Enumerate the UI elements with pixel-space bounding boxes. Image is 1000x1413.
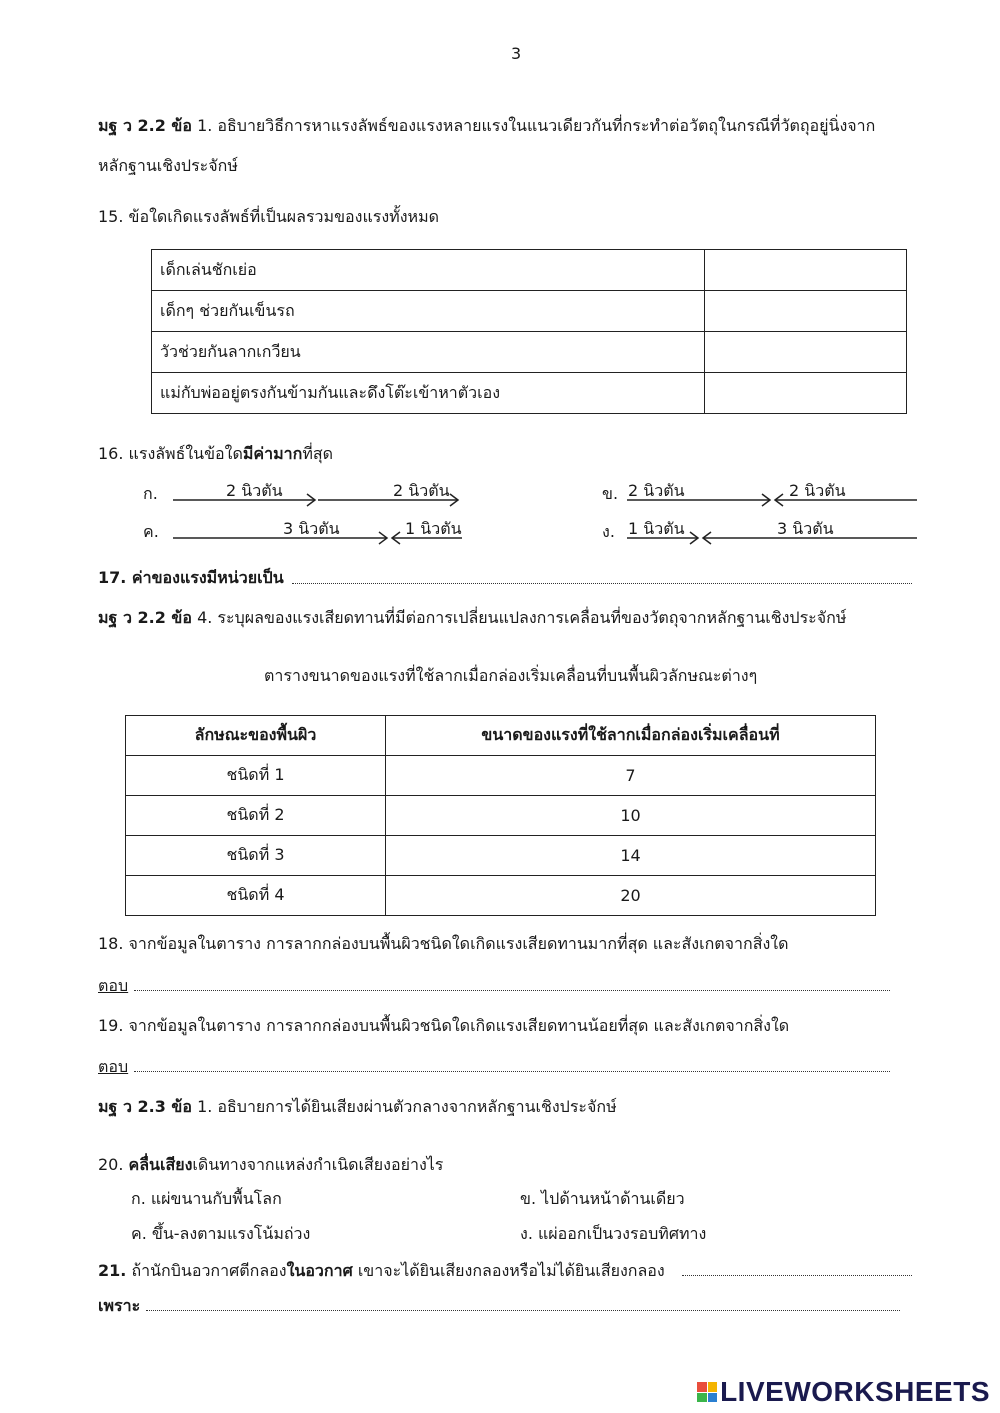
question-21 — [98, 1259, 665, 1284]
table-row — [126, 876, 876, 916]
answer-cell[interactable] — [705, 373, 907, 414]
force-cell: 10 — [386, 796, 876, 836]
q21-answer-line[interactable] — [682, 1275, 912, 1276]
table-row — [152, 250, 907, 291]
q16-bold: มีค่ามาก — [242, 444, 303, 463]
table-row — [152, 291, 907, 332]
q20-option-a[interactable]: ก. แผ่ขนานกับพื้นโลก — [131, 1189, 282, 1208]
logo-grid-icon — [697, 1382, 717, 1402]
surface-cell: ชนิดที่ 1 — [126, 756, 386, 796]
q21-because-line[interactable] — [146, 1310, 900, 1311]
q20-option-b[interactable]: ข. ไปด้านหน้าด้านเดียว — [520, 1189, 685, 1208]
standard-text-continued: หลักฐานเชิงประจักษ์ — [98, 156, 238, 175]
option-a-arrows — [170, 490, 470, 510]
option-c-force-1: 3 นิวตัน — [283, 519, 340, 538]
logo-text: LIVEWORKSHEETS — [720, 1376, 990, 1407]
table-row — [152, 332, 907, 373]
question-15: 15. ข้อใดเกิดแรงลัพธ์ที่เป็นผลรวมของแรงทั้งหมด — [98, 207, 439, 226]
surface-cell: ชนิดที่ 3 — [126, 836, 386, 876]
q21-text-1: ถ้านักบินอวกาศตีกลอง — [131, 1261, 287, 1280]
answer-cell[interactable] — [705, 250, 907, 291]
table-row — [126, 756, 876, 796]
q19-answer-label: ตอบ — [98, 1057, 129, 1076]
liveworksheets-logo — [697, 1376, 990, 1408]
surface-cell: ชนิดที่ 2 — [126, 796, 386, 836]
answer-cell[interactable] — [705, 291, 907, 332]
option-text: เด็กๆ ช่วยกันเข็นรถ — [152, 291, 705, 332]
standard-label: มฐ ว 2.2 ข้อ — [98, 608, 192, 627]
q19-answer-line[interactable] — [134, 1071, 890, 1072]
q15-options-table — [151, 249, 907, 414]
question-19: 19. จากข้อมูลในตาราง การลากกล่องบนพื้นผิวชนิดใดเกิดแรงเสียดทานน้อยที่สุด และสังเกตจากสิ่งใด — [98, 1016, 790, 1035]
option-d-label: ง. — [602, 522, 615, 541]
q16-suffix: ที่สุด — [302, 444, 334, 463]
option-c-label: ค. — [143, 522, 159, 541]
surface-cell: ชนิดที่ 4 — [126, 876, 386, 916]
question-20 — [98, 1153, 443, 1178]
page-number: 3 — [511, 44, 522, 63]
option-a-label: ก. — [143, 484, 158, 503]
q18-answer-label: ตอบ — [98, 976, 129, 995]
q20-option-d[interactable]: ง. แผ่ออกเป็นวงรอบทิศทาง — [520, 1224, 707, 1243]
table-header-row — [126, 716, 876, 756]
standard-text: 1. อธิบายวิธีการหาแรงลัพธ์ของแรงหลายแรงในแนวเดียวกันที่กระทำต่อวัตถุในกรณีที่วัตถุอยู่นิ่งจาก — [197, 116, 876, 135]
standard-heading-3 — [98, 1095, 617, 1120]
option-text: เด็กเล่นชักเย่อ — [152, 250, 705, 291]
option-b-force-1: 2 นิวตัน — [628, 481, 685, 500]
table-row — [126, 796, 876, 836]
table-row — [152, 373, 907, 414]
standard-label: มฐ ว 2.3 ข้อ — [98, 1097, 192, 1116]
option-d-force-2: 3 นิวตัน — [777, 519, 834, 538]
option-d-arrows — [625, 528, 925, 548]
q20-option-c[interactable]: ค. ขึ้น-ลงตามแรงโน้มถ่วง — [131, 1224, 311, 1243]
q20-bold: คลื่นเสียง — [128, 1155, 193, 1174]
option-text: วัวช่วยกันลากเกวียน — [152, 332, 705, 373]
q17-answer-line[interactable] — [292, 583, 912, 584]
option-a-force-2: 2 นิวตัน — [393, 481, 450, 500]
q21-bold: ในอวกาศ — [286, 1261, 353, 1280]
question-17: 17. ค่าของแรงมีหน่วยเป็น — [98, 568, 284, 587]
q20-num: 20. — [98, 1155, 124, 1174]
question-16 — [98, 442, 333, 467]
q21-text-2: เขาจะได้ยินเสียงกลองหรือไม่ได้ยินเสียงกลอง — [357, 1261, 665, 1280]
table-row — [126, 836, 876, 876]
q18-answer-line[interactable] — [134, 990, 890, 991]
answer-cell[interactable] — [705, 332, 907, 373]
q16-prefix: 16. แรงลัพธ์ในข้อใด — [98, 444, 243, 463]
force-cell: 20 — [386, 876, 876, 916]
option-b-force-2: 2 นิวตัน — [789, 481, 846, 500]
option-a-force-1: 2 นิวตัน — [226, 481, 283, 500]
option-c-force-2: 1 นิวตัน — [405, 519, 462, 538]
option-b-label: ข. — [602, 484, 619, 503]
friction-table — [125, 715, 876, 916]
standard-text: 1. อธิบายการได้ยินเสียงผ่านตัวกลางจากหลักฐานเชิงประจักษ์ — [197, 1097, 617, 1116]
q20-text: เดินทางจากแหล่งกำเนิดเสียงอย่างไร — [192, 1155, 444, 1174]
table-caption: ตารางขนาดของแรงที่ใช้ลากเมื่อกล่องเริ่มเคลื่อนที่บนพื้นผิวลักษณะต่างๆ — [264, 666, 758, 685]
q21-num: 21. — [98, 1261, 127, 1280]
standard-heading-1 — [98, 114, 875, 139]
standard-label: มฐ ว 2.2 ข้อ — [98, 116, 192, 135]
option-d-force-1: 1 นิวตัน — [628, 519, 685, 538]
header-force: ขนาดของแรงที่ใช้ลากเมื่อกล่องเริ่มเคลื่อนที่ — [386, 716, 876, 756]
option-c-arrows — [170, 528, 470, 548]
header-surface: ลักษณะของพื้นผิว — [126, 716, 386, 756]
standard-text: 4. ระบุผลของแรงเสียดทานที่มีต่อการเปลี่ยนแปลงการเคลื่อนที่ของวัตถุจากหลักฐานเชิงประจักษ์ — [197, 608, 847, 627]
option-text: แม่กับพ่ออยู่ตรงกันข้ามกันและดึงโต๊ะเข้าหาตัวเอง — [152, 373, 705, 414]
force-cell: 7 — [386, 756, 876, 796]
force-cell: 14 — [386, 836, 876, 876]
q21-because-label: เพราะ — [98, 1296, 141, 1315]
question-18: 18. จากข้อมูลในตาราง การลากกล่องบนพื้นผิวชนิดใดเกิดแรงเสียดทานมากที่สุด และสังเกตจากสิ่งใด — [98, 934, 789, 953]
standard-heading-2 — [98, 606, 846, 631]
option-b-arrows — [625, 490, 925, 510]
